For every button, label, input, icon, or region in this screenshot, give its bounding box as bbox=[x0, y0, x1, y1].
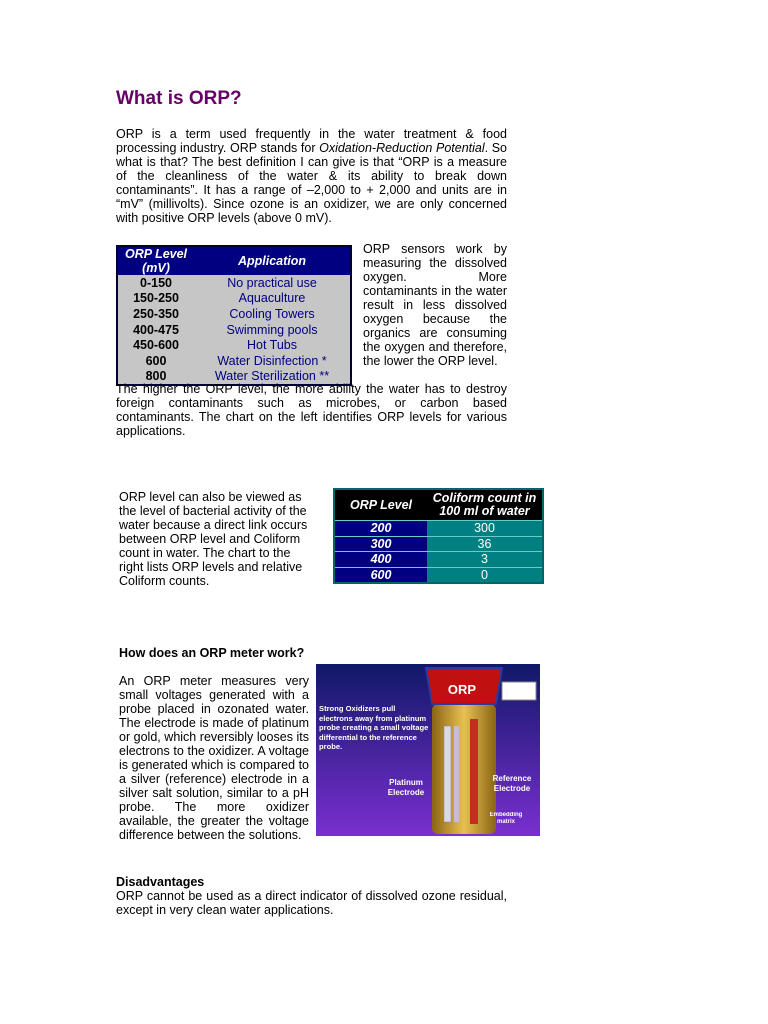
coliform-level-cell: 600 bbox=[334, 567, 427, 583]
application-cell: Water Disinfection * bbox=[217, 353, 327, 368]
orp-level-cell: 600 bbox=[145, 353, 167, 368]
reference-label-box bbox=[484, 774, 540, 798]
orp-levels-table bbox=[116, 245, 352, 386]
coliform-level-cell: 300 bbox=[334, 536, 427, 552]
intro-text-2: . So what is that? The best definition I can give is that “ORP is a measure of the cleanliness of the water & its ability to break down contaminants”. It has a range of –2,000 to + 2,000 and units are in “mV” (millivolts). Since ozone is an oxidizer, we are only concerned with positive ORP levels (above 0 mV). bbox=[116, 141, 507, 225]
platinum-wire bbox=[454, 726, 459, 822]
intro-emphasis: Oxidation-Reduction Potential bbox=[319, 141, 485, 155]
orp-level-cell: 400-475 bbox=[133, 322, 179, 337]
higher-orp-paragraph: The higher the ORP level, the more ability the water has to destroy foreign contaminants such as microbes, or carbon based contaminants. The chart on the left identifies ORP levels for various applications. bbox=[116, 382, 507, 438]
orp-level-cell: 250-350 bbox=[133, 306, 179, 321]
coliform-count-cell: 3 bbox=[427, 552, 543, 568]
table-row bbox=[117, 322, 351, 338]
coliform-level-cell: 200 bbox=[334, 521, 427, 537]
orp-level-cell: 0-150 bbox=[140, 275, 172, 290]
matrix-label: Embedding matrix bbox=[489, 812, 523, 825]
oxidizer-text: Strong Oxidizers pull electrons away from platinum probe creating a small voltage differential to the reference probe. bbox=[319, 704, 429, 751]
coliform-paragraph: ORP level can also be viewed as the level of bacterial activity of the water because a direct link occurs between ORP level and Coliform count in water. The chart to the right lists ORP levels and relative Coliform counts. bbox=[119, 490, 308, 588]
table-row bbox=[117, 337, 351, 353]
table-row bbox=[334, 567, 543, 583]
cap-label: ORP bbox=[447, 682, 477, 697]
coliform-table bbox=[333, 488, 544, 584]
application-cell: No practical use bbox=[227, 275, 317, 290]
table-row bbox=[334, 552, 543, 568]
application-cell: Cooling Towers bbox=[229, 306, 315, 321]
orp-probe-diagram bbox=[316, 664, 540, 836]
coliform-count-cell: 36 bbox=[427, 536, 543, 552]
coliform-count-cell: 0 bbox=[427, 567, 543, 583]
table-row bbox=[117, 291, 351, 307]
matrix-label-box bbox=[484, 812, 528, 834]
sensor-paragraph: ORP sensors work by measuring the dissolved oxygen. More contaminants in the water result in less dissolved oxygen because the organics are consuming the oxygen and therefore, the lower the ORP level. bbox=[363, 242, 507, 368]
table-row bbox=[334, 536, 543, 552]
orp-level-cell: 450-600 bbox=[133, 338, 179, 353]
platinum-label: Platinum Electrode bbox=[387, 778, 425, 797]
orp-level-cell: 150-250 bbox=[133, 291, 179, 306]
coliform-count-cell: 300 bbox=[427, 521, 543, 537]
orp-level-cell: 800 bbox=[145, 369, 167, 384]
reference-electrode bbox=[470, 719, 478, 824]
orp-table-header-level: ORP Level (mV) bbox=[117, 246, 194, 275]
coliform-table-header-row bbox=[334, 489, 543, 521]
oxidizer-note bbox=[319, 704, 429, 768]
intro-paragraph bbox=[116, 127, 507, 225]
platinum-electrode bbox=[444, 726, 451, 822]
coliform-header-count: Coliform count in 100 ml of water bbox=[427, 489, 543, 521]
page-title: What is ORP? bbox=[116, 88, 242, 109]
application-cell: Aquaculture bbox=[238, 291, 306, 306]
intro-text-1: ORP is a term used frequently in the water treatment & food processing industry. ORP stands for bbox=[116, 127, 507, 155]
disadvantages-paragraph: ORP cannot be used as a direct indicator of dissolved ozone residual, except in very clean water applications. bbox=[116, 889, 507, 917]
orp-table-header-application: Application bbox=[194, 246, 351, 275]
how-heading: How does an ORP meter work? bbox=[119, 646, 305, 660]
orp-table-header-row bbox=[117, 246, 351, 275]
reference-label: Reference Electrode bbox=[492, 774, 532, 793]
table-row bbox=[117, 275, 351, 291]
coliform-header-level: ORP Level bbox=[334, 489, 427, 521]
platinum-label-box bbox=[376, 778, 436, 802]
meter-display bbox=[502, 682, 536, 700]
table-row bbox=[117, 306, 351, 322]
table-row bbox=[117, 353, 351, 369]
table-row bbox=[334, 521, 543, 537]
application-cell: Swimming pools bbox=[226, 322, 318, 337]
how-paragraph: An ORP meter measures very small voltages generated with a probe placed in ozonated water. The electrode is made of platinum or gold, which reversibly looses its electrons to the oxidizer. A voltage is generated which is compared to a silver (reference) electrode in a silver salt solution, similar to a pH probe. The more oxidizer available, the greater the voltage difference between the solutions. bbox=[119, 674, 309, 842]
coliform-level-cell: 400 bbox=[334, 552, 427, 568]
application-cell: Hot Tubs bbox=[246, 338, 298, 353]
disadvantages-heading: Disadvantages bbox=[116, 875, 205, 889]
application-cell: Water Sterilization ** bbox=[214, 369, 330, 384]
